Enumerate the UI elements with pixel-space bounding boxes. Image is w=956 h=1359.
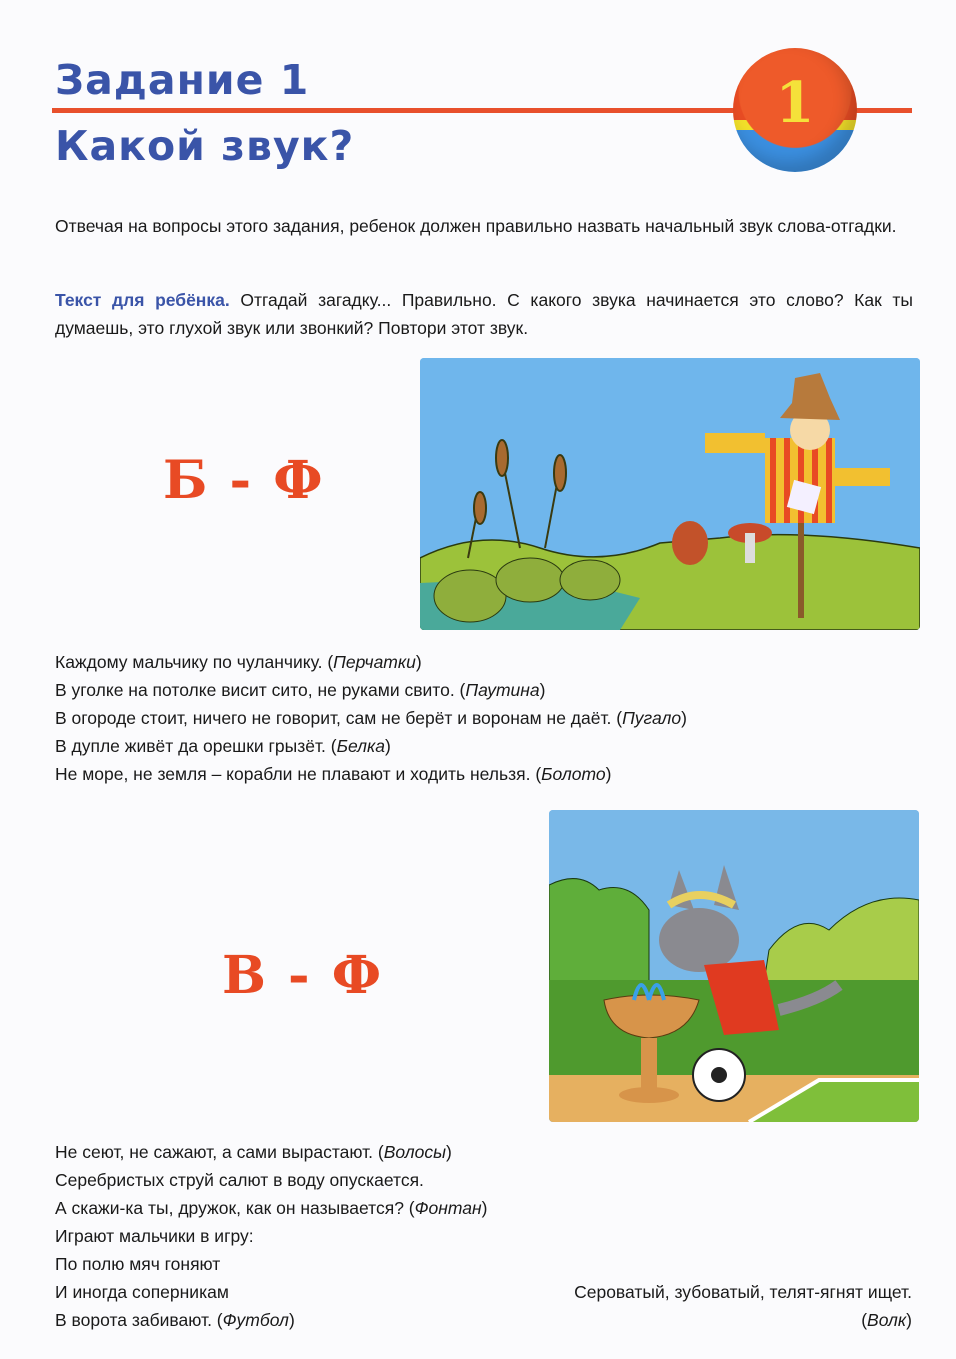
child-text-label: Текст для ребёнка. (55, 290, 230, 310)
riddle-answer: Болото (541, 764, 606, 784)
task-number: 1 (775, 70, 815, 136)
riddle-answer: Перчатки (333, 652, 416, 672)
riddle-item: Играют мальчики в игру: (55, 1226, 254, 1246)
riddle-item: Серебристых струй салют в воду опускается. (55, 1170, 424, 1190)
child-text-body: Отгадай загадку... Правильно. С какого звука начинается это слово? Как ты думаешь, это глухой звук или звонкий? Повтори этот звук. (55, 290, 913, 338)
riddle-answer: Волосы (383, 1142, 446, 1162)
wolf-illustration (549, 810, 919, 1122)
task-subtitle: Какой звук? (55, 122, 355, 170)
riddle-item: Не море, не земля – корабли не плавают и ходить нельзя. (Болото) (55, 764, 612, 784)
riddle-list-b-f (55, 648, 687, 788)
riddle-answer: Паутина (465, 680, 540, 700)
riddle-item: По полю мяч гоняют (55, 1254, 221, 1274)
riddle-item: В огороде стоит, ничего не говорит, сам не берёт и воронам не даёт. (Пугало) (55, 708, 687, 728)
scarecrow-illustration (420, 358, 920, 630)
wolf-riddle-answer: (Волк) (861, 1310, 912, 1330)
child-text-paragraph (55, 286, 913, 342)
riddle-item: Не сеют, не сажают, а сами вырастают. (Волосы) (55, 1142, 452, 1162)
riddle-answer: Белка (336, 736, 386, 756)
task-title: Задание 1 (55, 56, 310, 104)
riddle-item: В уголке на потолке висит сито, не руками свито. (Паутина) (55, 680, 546, 700)
riddle-answer: Футбол (222, 1310, 289, 1330)
riddle-list-v-f (55, 1138, 488, 1334)
riddle-answer: Фонтан (414, 1198, 482, 1218)
intro-paragraph: Отвечая на вопросы этого задания, ребенок должен правильно назвать начальный звук слова-отгадки. (55, 216, 897, 236)
wolf-riddle-text: Сероватый, зубоватый, телят-ягнят ищет. (574, 1282, 912, 1302)
riddle-item: Каждому мальчику по чуланчику. (Перчатки) (55, 652, 422, 672)
sound-pair-b-f: Б - Ф (163, 450, 325, 511)
riddle-answer: Пугало (622, 708, 682, 728)
riddle-item: А скажи-ка ты, дружок, как он называется? (Фонтан) (55, 1198, 488, 1218)
task-number-ball-icon (733, 48, 857, 172)
sound-pair-v-f: В - Ф (222, 945, 384, 1006)
riddle-item: В ворота забивают. (Футбол) (55, 1310, 295, 1330)
riddle-item: И иногда соперникам (55, 1282, 229, 1302)
riddle-item: В дупле живёт да орешки грызёт. (Белка) (55, 736, 391, 756)
